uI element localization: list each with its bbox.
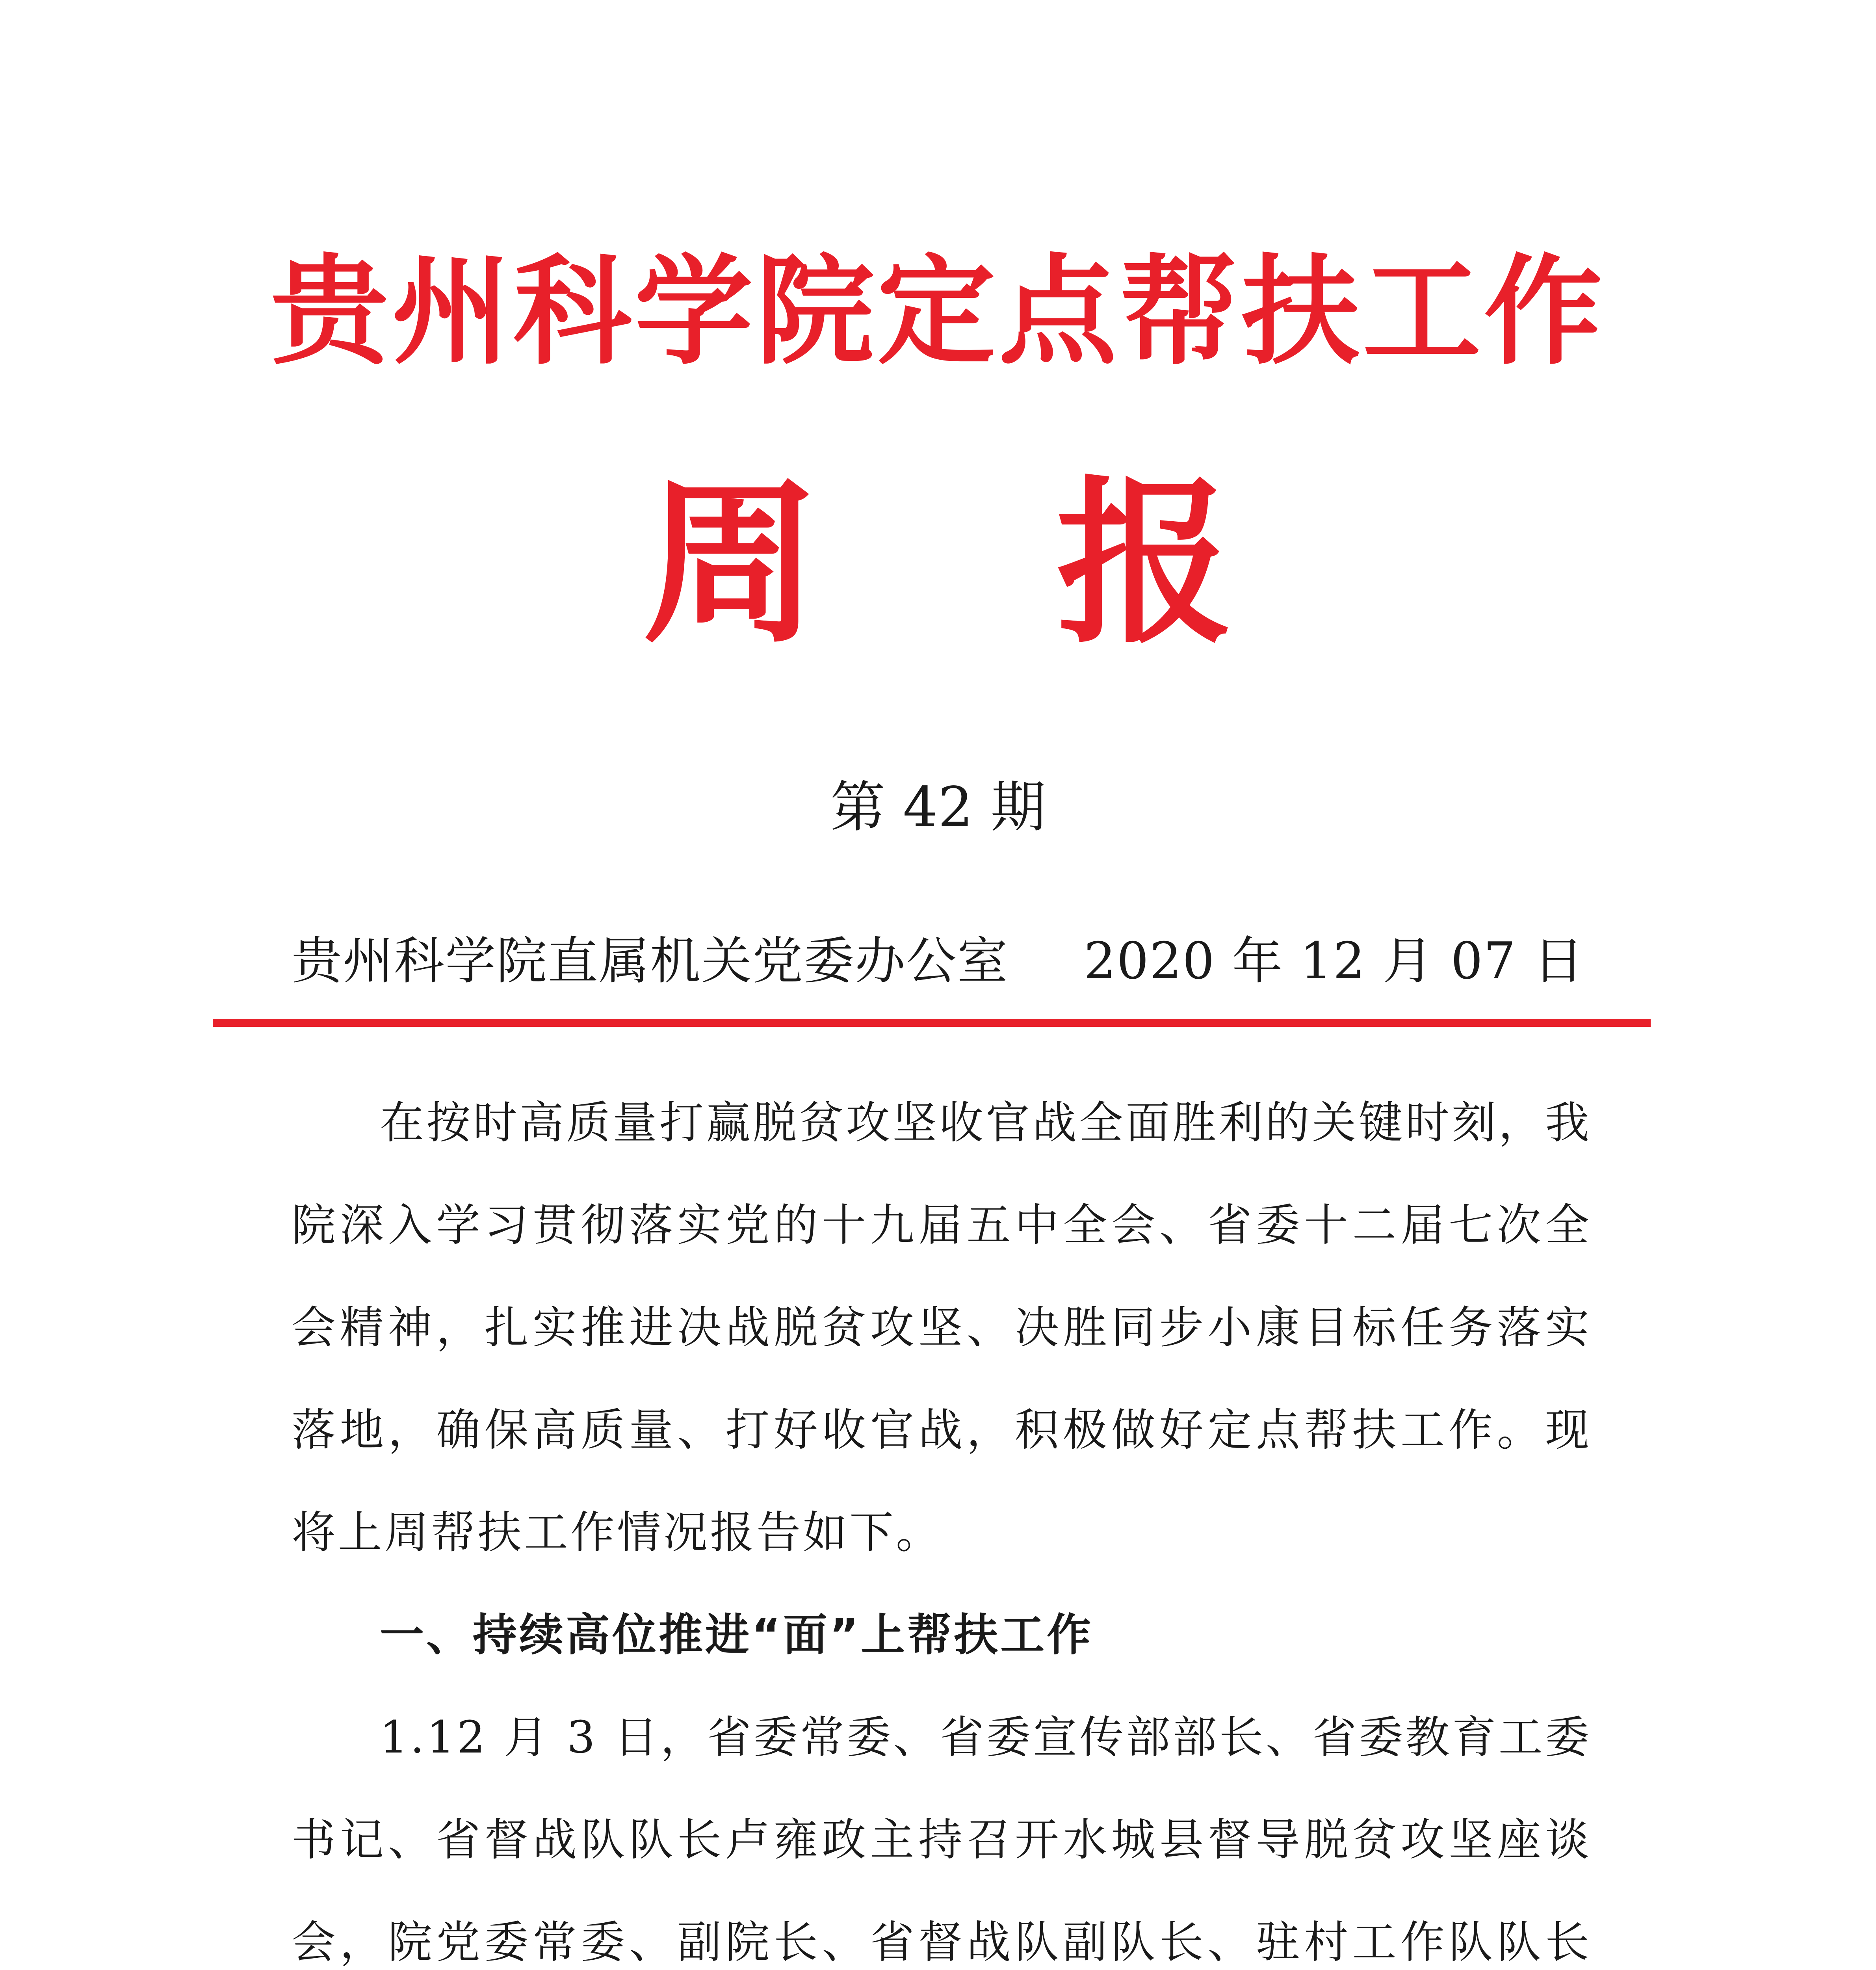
item-paragraph: 1.12 月 3 日，省委常委、省委宣传部部长、省委教育工委书记、省督战队队长卢雍政主持召开水城县督导脱贫攻坚座谈会，院党委常委、副院长、省督战队副队长、驻村工作队队长 xyxy=(292,1712,1592,1968)
masthead-title: 贵州科学院定点帮扶工作 xyxy=(271,242,1605,381)
section-heading: 一、持续高位推进“面”上帮扶工作 xyxy=(380,1609,1094,1661)
issue-date: 2020 年 12 月 07 日 xyxy=(1084,932,1584,991)
masthead-subtitle: 周报 xyxy=(643,459,1470,667)
intro-paragraph: 在按时高质量打赢脱贫攻坚收官战全面胜利的关键时刻，我院深入学习贯彻落实党的十九届五中全会、省委十二届七次全会精神，扎实推进决战脱贫攻坚、决胜同步小康目标任务落实落地，确保高质量、打好收官战，积极做好定点帮扶工作。现将上周帮扶工作情况报告如下。 xyxy=(292,1097,1592,1558)
document-body xyxy=(292,1072,1592,1970)
red-divider xyxy=(213,1019,1651,1027)
issuer: 贵州科学院直属机关党委办公室 xyxy=(292,932,1009,991)
issue-number: 第 42 期 xyxy=(830,775,1046,840)
